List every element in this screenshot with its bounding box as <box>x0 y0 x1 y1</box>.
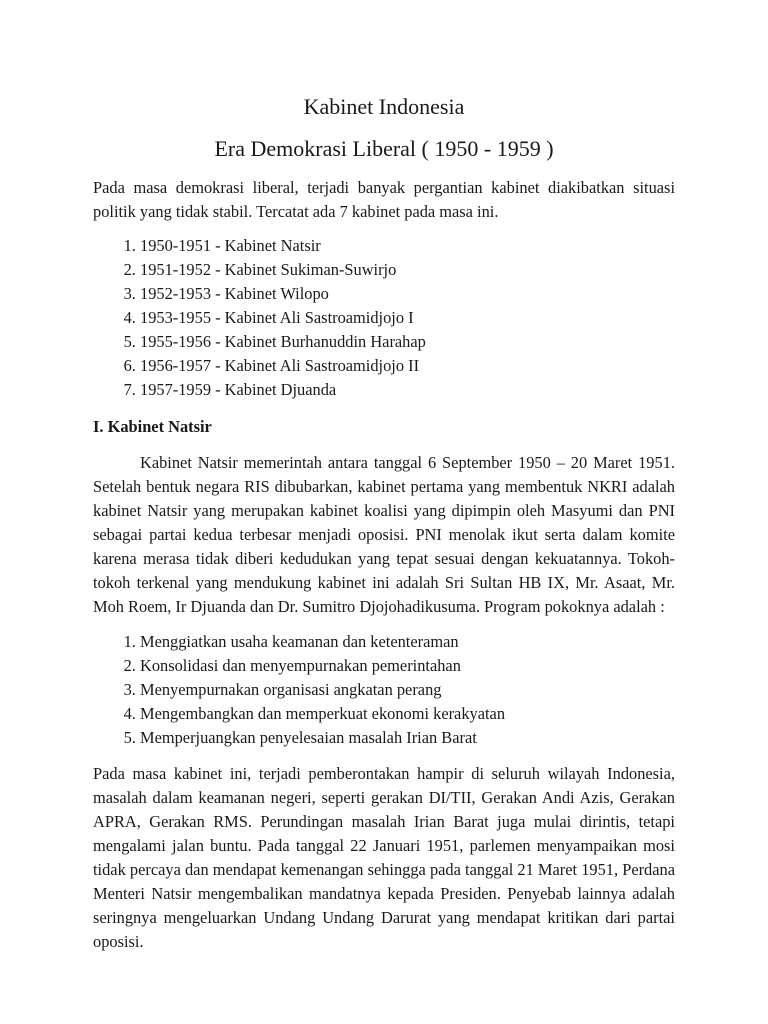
list-item: 7. 1957-1959 - Kabinet Djuanda <box>140 378 675 402</box>
intro-paragraph: Pada masa demokrasi liberal, terjadi banyak pergantian kabinet diakibatkan situasi politik yang tidak stabil. Tercatat ada 7 kabinet pada masa ini. <box>93 178 675 221</box>
document-title: Kabinet Indonesia <box>303 94 465 119</box>
list-item: 5. Memperjuangkan penyelesaian masalah Irian Barat <box>140 726 675 750</box>
natsir-paragraph-2: Pada masa kabinet ini, terjadi pemberontakan hampir di seluruh wilayah Indonesia, masalah dalam keamanan negeri, seperti gerakan DI/TII, Gerakan Andi Azis, Gerakan APRA, Gerakan RMS. Perundingan masalah Irian Barat juga mulai dirintis, tetapi mengalami jalan buntu. Pada tanggal 22 Januari 1951, parlemen menyampaikan mosi tidak percaya dan mendapat kemenangan sehingga pada tanggal 21 Maret 1951, Perdana Menteri Natsir mengembalikan mandatnya kepada Presiden. Penyebab lainnya adalah seringnya mengeluarkan Undang Undang Darurat yang mendapat kritikan dari partai oposisi. <box>93 764 675 951</box>
list-item: 4. Mengembangkan dan memperkuat ekonomi kerakyatan <box>140 702 675 726</box>
document-page <box>93 92 675 954</box>
section-heading-natsir: I. Kabinet Natsir <box>93 417 212 436</box>
list-item: 2. Konsolidasi dan menyempurnakan pemerintahan <box>140 654 675 678</box>
document-subtitle: Era Demokrasi Liberal ( 1950 - 1959 ) <box>214 136 554 161</box>
list-item: 6. 1956-1957 - Kabinet Ali Sastroamidjojo II <box>140 354 675 378</box>
list-item: 1. Menggiatkan usaha keamanan dan ketenteraman <box>140 630 675 654</box>
list-item: 3. Menyempurnakan organisasi angkatan perang <box>140 678 675 702</box>
program-list <box>93 630 675 750</box>
list-item: 1. 1950-1951 - Kabinet Natsir <box>140 234 675 258</box>
natsir-paragraph-1: Kabinet Natsir memerintah antara tanggal 6 September 1950 – 20 Maret 1951. Setelah bentuk negara RIS dibubarkan, kabinet pertama yang membentuk NKRI adalah kabinet Natsir yang merupakan kabinet koalisi yang dipimpin oleh Masyumi dan PNI sebagai partai kedua terbesar menjadi oposisi. PNI menolak ikut serta dalam komite karena merasa tidak diberi kedudukan yang tepat sesuai dengan kekuatannya. Tokoh-tokoh terkenal yang mendukung kabinet ini adalah Sri Sultan HB IX, Mr. Asaat, Mr. Moh Roem, Ir Djuanda dan Dr. Sumitro Djojohadikusuma. Program pokoknya adalah : <box>93 453 675 616</box>
list-item: 2. 1951-1952 - Kabinet Sukiman-Suwirjo <box>140 258 675 282</box>
list-item: 5. 1955-1956 - Kabinet Burhanuddin Harahap <box>140 330 675 354</box>
list-item: 4. 1953-1955 - Kabinet Ali Sastroamidjojo I <box>140 306 675 330</box>
cabinet-list <box>93 234 675 402</box>
list-item: 3. 1952-1953 - Kabinet Wilopo <box>140 282 675 306</box>
